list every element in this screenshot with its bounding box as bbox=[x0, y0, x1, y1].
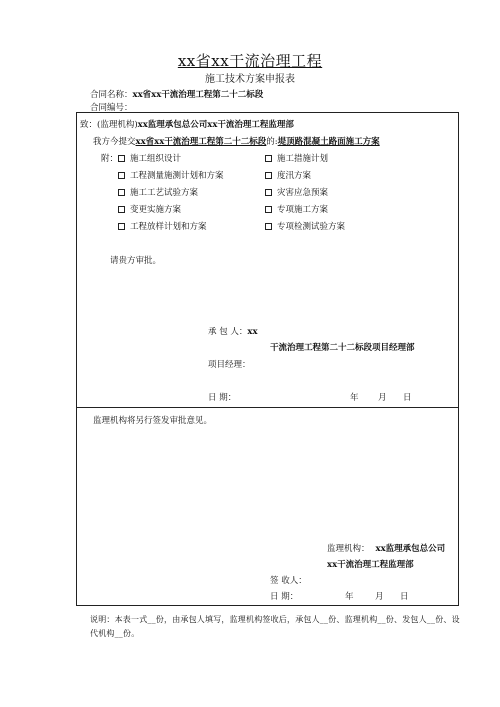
supervisor-row bbox=[327, 542, 445, 554]
submission-prefix: 我方今提交 bbox=[93, 137, 136, 147]
contractor-date-label: 日 期： bbox=[208, 393, 237, 403]
checkbox[interactable] bbox=[265, 223, 272, 230]
section-divider bbox=[76, 407, 459, 408]
contract-no-label: 合同编号： bbox=[90, 103, 133, 113]
checkbox[interactable] bbox=[118, 189, 125, 196]
approval-date-day: 日 bbox=[400, 592, 409, 602]
attachment-item[interactable]: 施工措施计划 bbox=[265, 152, 328, 164]
checkbox[interactable] bbox=[265, 206, 272, 213]
attachment-item[interactable]: 专项施工方案 bbox=[265, 203, 328, 215]
supervisor-label: 监理机构： bbox=[327, 544, 370, 554]
contractor-label: 承 包 人： bbox=[208, 327, 248, 337]
submission-plan: 堤顶路混凝土路面施工方案 bbox=[277, 137, 380, 147]
attachment-item[interactable]: 灾害应急预案 bbox=[265, 186, 328, 198]
attachment-item[interactable]: 施工工艺试验方案 bbox=[118, 186, 198, 198]
page-title: xx省xx干流治理工程 bbox=[177, 52, 323, 70]
footer-note: 说明：本表一式__份，由承包人填写，监理机构签收后，承包人__份、监理机构__份、发包人__份、设代机构__份。 bbox=[90, 615, 460, 638]
submission-project: xx省xx干流治理工程第二十二标段 bbox=[135, 137, 267, 147]
approval-date-year: 年 bbox=[345, 592, 354, 602]
checkbox[interactable] bbox=[265, 172, 272, 179]
supervisor-value-2: xx干流治理工程监理部 bbox=[327, 560, 414, 570]
approval-date-label: 日 期： bbox=[270, 592, 299, 602]
checkbox[interactable] bbox=[118, 223, 125, 230]
submission-row bbox=[93, 135, 380, 147]
project-manager-label: 项目经理： bbox=[208, 360, 251, 370]
addressee-label: 致：(监理机构) bbox=[80, 120, 138, 130]
addressee-value: xx监理承包总公司xx干流治理工程监理部 bbox=[137, 120, 294, 130]
attachments-label: 附： bbox=[101, 154, 119, 164]
contract-name-value: xx省xx干流治理工程第二十二标段 bbox=[132, 90, 264, 100]
checkbox[interactable] bbox=[118, 172, 125, 179]
checkbox[interactable] bbox=[265, 155, 272, 162]
contractor-date-year: 年 bbox=[350, 393, 359, 403]
attachment-item[interactable]: 专项检测试验方案 bbox=[265, 220, 345, 232]
form-subtitle: 施工技术方案申报表 bbox=[205, 74, 295, 85]
attachment-item[interactable]: 工程放样计划和方案 bbox=[118, 220, 207, 232]
contract-name-row bbox=[90, 88, 263, 100]
submission-mid: 的: bbox=[266, 137, 278, 147]
checkbox[interactable] bbox=[265, 189, 272, 196]
receiver-label: 签 收人： bbox=[270, 576, 307, 586]
contractor-date-month: 月 bbox=[378, 393, 387, 403]
approval-notice: 监理机构将另行签发审批意见。 bbox=[93, 416, 213, 426]
attachment-item[interactable]: 变更实施方案 bbox=[118, 203, 181, 215]
attachment-item[interactable]: 度汛方案 bbox=[265, 169, 311, 181]
review-request: 请贵方审批。 bbox=[110, 256, 162, 266]
contractor-department: 干流治理工程第二十二标段项目经理部 bbox=[270, 343, 415, 353]
supervisor-value-1: xx监理承包总公司 bbox=[375, 544, 446, 554]
checkbox[interactable] bbox=[118, 206, 125, 213]
checkbox[interactable] bbox=[118, 155, 125, 162]
addressee-row bbox=[80, 118, 294, 130]
contract-name-label: 合同名称： bbox=[90, 90, 133, 100]
contractor-value: xx bbox=[247, 327, 258, 337]
contractor-date-day: 日 bbox=[403, 393, 412, 403]
attachment-item[interactable]: 工程测量施测计划和方案 bbox=[118, 169, 224, 181]
attachment-item[interactable]: 施工组织设计 bbox=[118, 152, 181, 164]
contractor-row bbox=[208, 325, 258, 337]
approval-date-month: 月 bbox=[375, 592, 384, 602]
